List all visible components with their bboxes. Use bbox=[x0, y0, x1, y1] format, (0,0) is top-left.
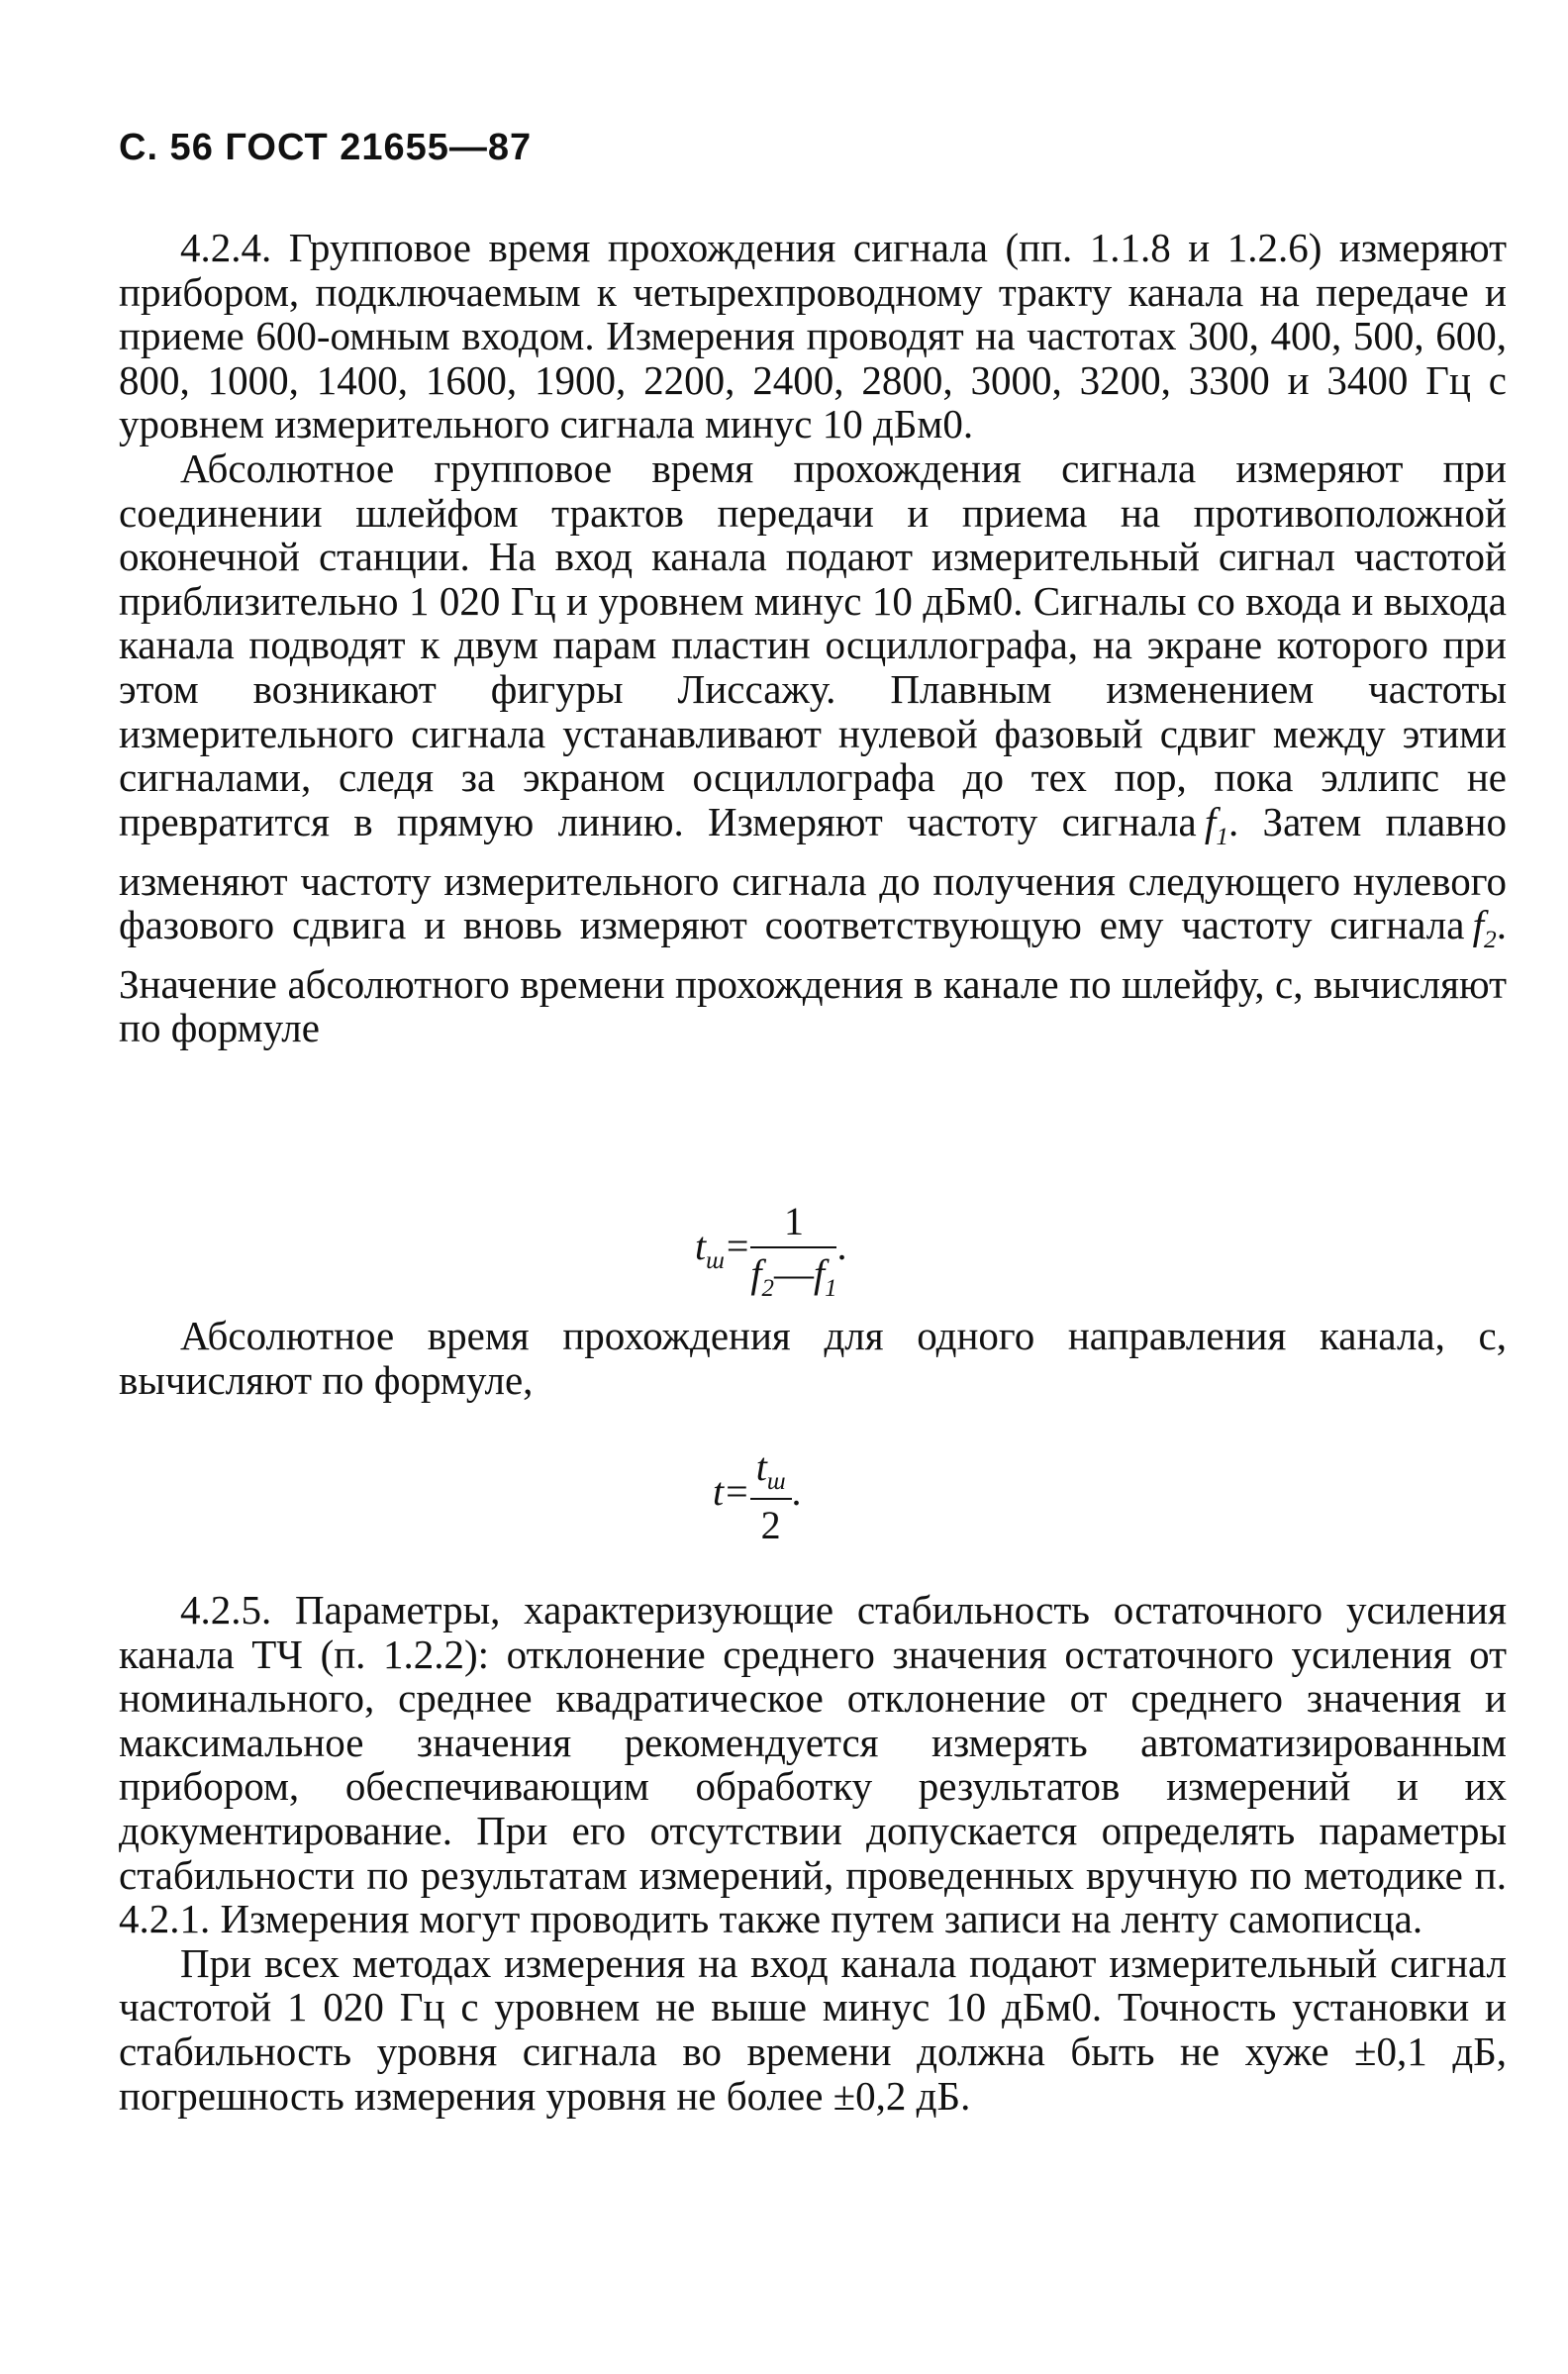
fraction: $\frac{1}{f_2—f_1}$ bbox=[750, 1199, 837, 1302]
fraction: $\frac{t_ш}{2}$ bbox=[750, 1443, 792, 1548]
paragraph-text: . Затем плавно изменяют частоту измерительного сигнала до получения следующего нулевого фазового сдвига и вновь измеряют соответствующую ему частоту сигнала bbox=[119, 798, 1507, 948]
paragraph-4-2-5: 4.2.5. Параметры, характеризующие стабильность остаточного усиления канала ТЧ (п. 1.2.2): отклонение среднего значения остаточного усиления от номинального, среднее квадратическое отклонение от среднего значения и максимальное значения рекомендуется измерять автоматизированным прибором, обеспечивающим обработку результатов измерений и их документирование. При его отсутствии допускается определять параметры стабильности по результатам измерений, проведенных вручную по методике п. 4.2.1. Измерения могут проводить также путем записи на ленту самописца. bbox=[119, 1587, 1507, 1942]
paragraph-text: Абсолютное групповое время прохождения сигнала измеряют при соединении шлейфом трактов передачи и приема на противоположной оконечной станции. На вход канала подают измерительный сигнал частотой приблизительно 1 020 Гц и уровнем минус 10 дБм0. Сигналы со входа и выхода канала подводят к двум парам пластин осциллографа, на экране которого при этом возникают фигуры Лиссажу. Плавным изменением частоты измерительного сигнала устанавливают нулевой фазовый сдвиг между этими сигналами, следя за экраном осциллографа до тех пор, пока эллипс не превратится в прямую линию. Измеряют частоту сигнала bbox=[119, 445, 1507, 844]
symbol-f2: $f_2$ bbox=[1472, 902, 1497, 954]
formula-loop-delay: $t_ш=$ $\frac{1}{f_2—f_1}$ . bbox=[695, 1199, 847, 1302]
symbol-f1: $f_1$ bbox=[1204, 798, 1229, 850]
paragraph-text: . Значение абсолютного времени прохождения в канале по шлейфу, с, вычисляют по формуле bbox=[119, 902, 1507, 1051]
paragraph-one-direction: Абсолютное время прохождения для одного направления канала, с, вычисляют по формуле, bbox=[119, 1313, 1507, 1403]
page-header: С. 56 ГОСТ 21655—87 bbox=[119, 127, 533, 168]
paragraph-absolute-delay bbox=[119, 446, 1507, 1050]
text-block-2 bbox=[119, 1314, 1507, 1402]
formula-one-way-delay: t= $\frac{t_ш}{2}$ . bbox=[713, 1444, 802, 1547]
text-block-1 bbox=[119, 226, 1507, 1050]
paragraph-4-2-4: 4.2.4. Групповое время прохождения сигнала (пп. 1.1.8 и 1.2.6) измеряют прибором, подключаемым к четырехпроводному тракту канала на передаче и приеме 600-омным входом. Измерения проводят на частотах 300, 400, 500, 600, 800, 1000, 1400, 1600, 1900, 2200, 2400, 2800, 3000, 3200, 3300 и 3400 Гц с уровнем измерительного сигнала минус 10 дБм0. bbox=[119, 225, 1507, 447]
text-block-3 bbox=[119, 1588, 1507, 2118]
paragraph-measurement-methods: При всех методах измерения на вход канала подают измерительный сигнал частотой 1 020 Гц с уровнем не выше минус 10 дБм0. Точность установки и стабильность уровня сигнала во времени должна быть не хуже ±0,1 дБ, погрешность измерения уровня не более ±0,2 дБ. bbox=[119, 1939, 1507, 2119]
